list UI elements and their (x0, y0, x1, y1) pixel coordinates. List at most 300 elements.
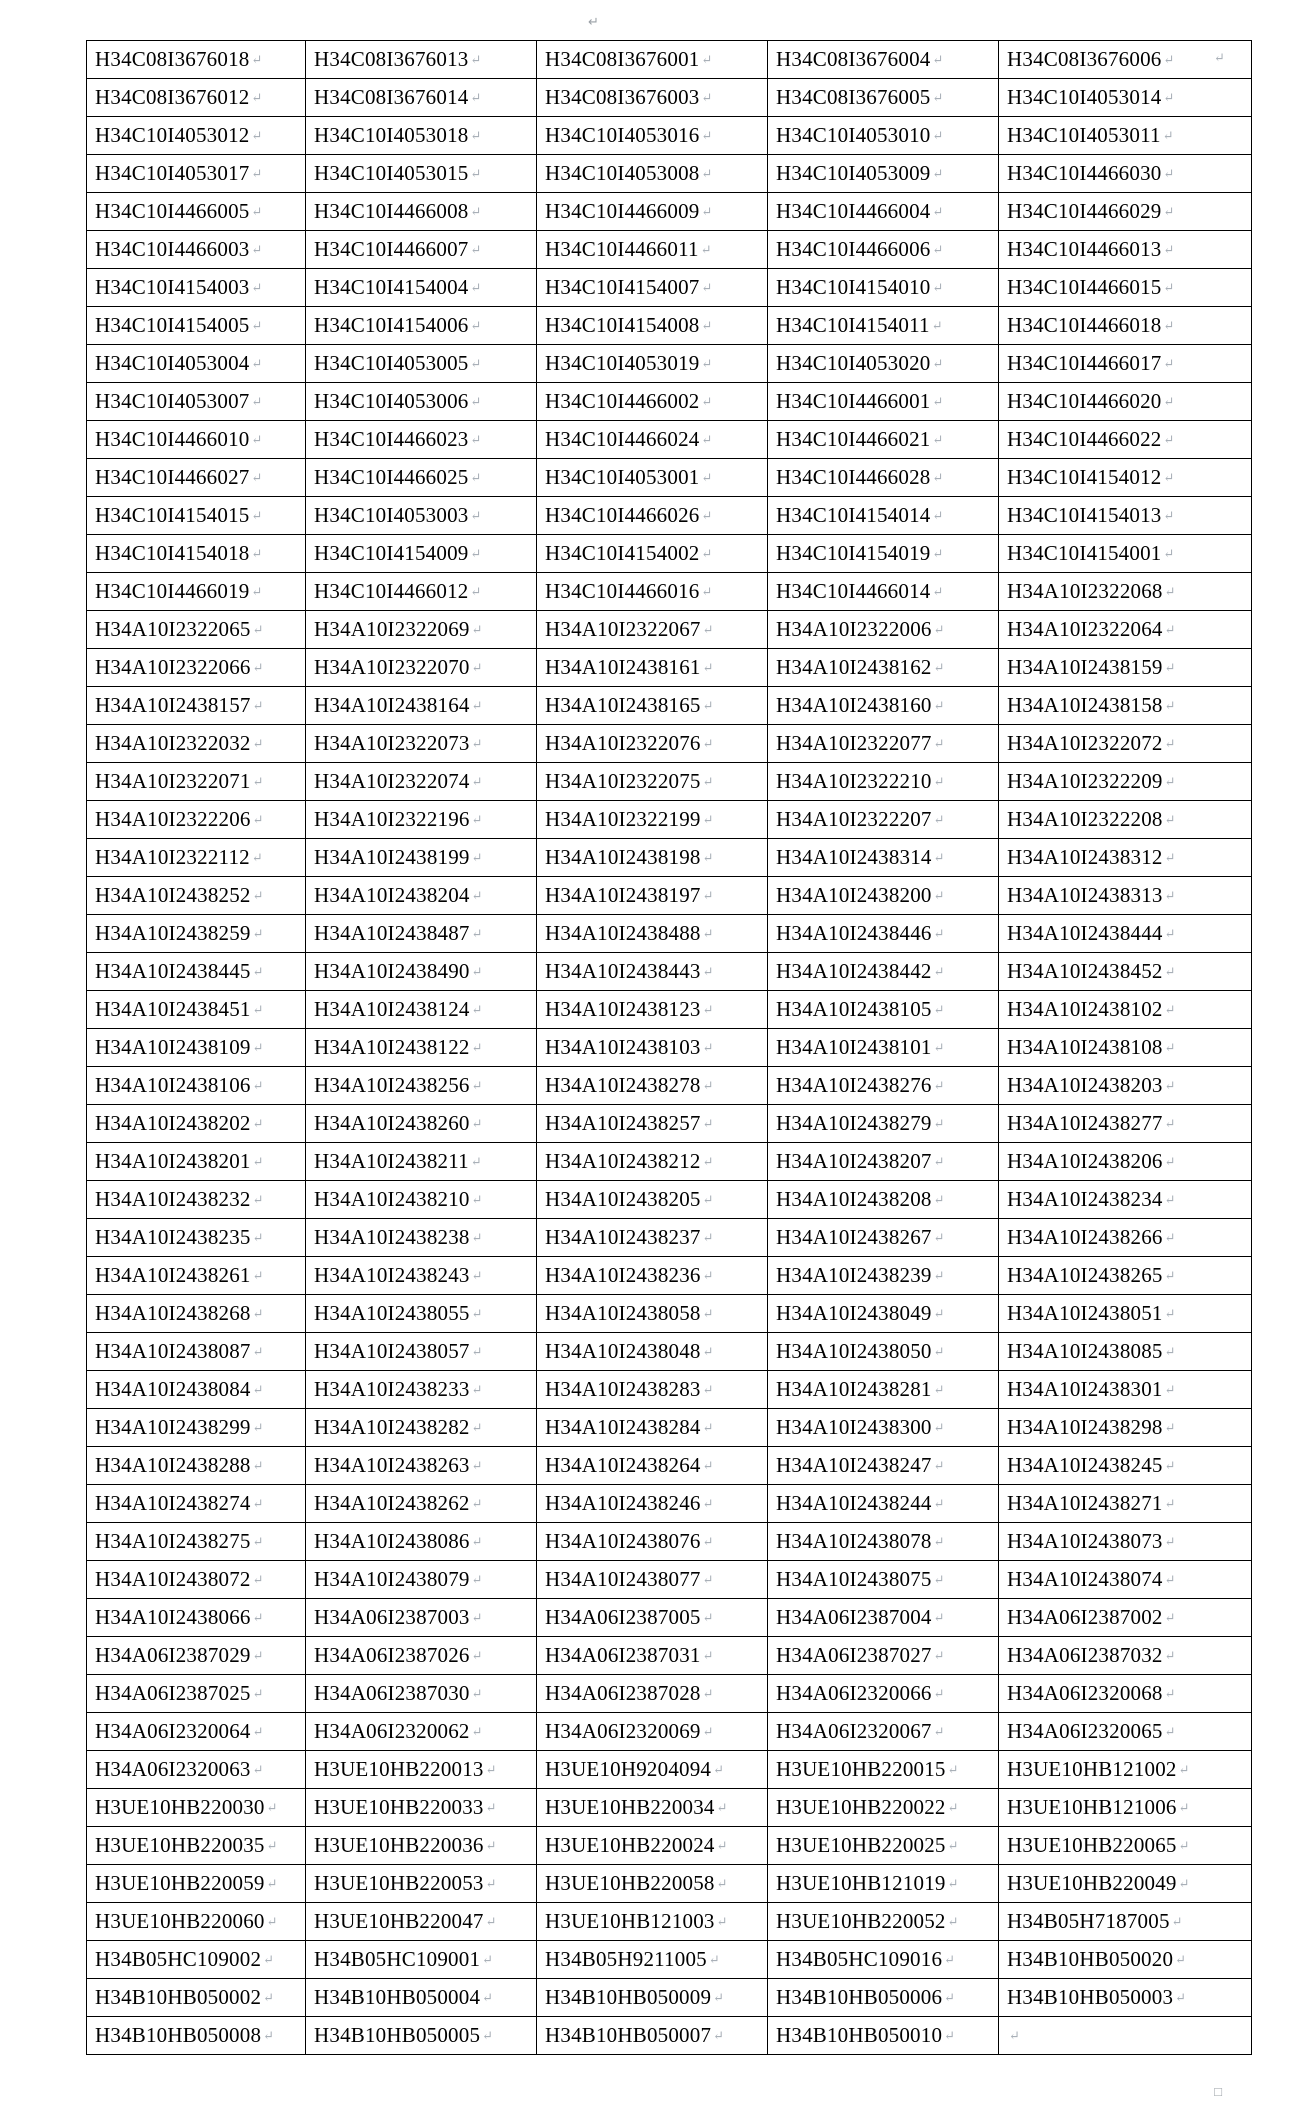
table-cell[interactable] (999, 383, 1252, 421)
table-cell[interactable] (768, 763, 999, 801)
table-cell[interactable] (87, 497, 306, 535)
table-cell[interactable] (306, 1029, 537, 1067)
table-cell[interactable] (87, 1333, 306, 1371)
table-cell[interactable] (768, 915, 999, 953)
table-cell[interactable] (87, 383, 306, 421)
table-cell[interactable] (306, 1903, 537, 1941)
cell-paragraph-mark: ↵ (702, 660, 714, 675)
table-cell[interactable] (999, 1751, 1252, 1789)
cell-paragraph-mark: ↵ (933, 1154, 945, 1169)
table-cell[interactable] (537, 1637, 768, 1675)
table-cell[interactable] (537, 1105, 768, 1143)
table-cell[interactable] (537, 1333, 768, 1371)
table-cell[interactable] (537, 345, 768, 383)
table-cell[interactable] (306, 915, 537, 953)
table-cell[interactable] (306, 421, 537, 459)
table-cell[interactable] (768, 611, 999, 649)
table-cell[interactable] (999, 535, 1252, 573)
table-cell[interactable] (306, 1485, 537, 1523)
table-cell[interactable] (999, 1865, 1252, 1903)
table-cell[interactable] (999, 953, 1252, 991)
table-cell[interactable] (768, 725, 999, 763)
table-cell[interactable] (87, 649, 306, 687)
table-cell[interactable] (537, 649, 768, 687)
table-cell[interactable] (768, 1409, 999, 1447)
table-cell[interactable] (537, 1523, 768, 1561)
table-cell[interactable] (87, 1675, 306, 1713)
table-cell[interactable] (87, 1257, 306, 1295)
table-cell[interactable] (537, 1485, 768, 1523)
table-cell[interactable] (87, 1751, 306, 1789)
table-cell[interactable] (537, 155, 768, 193)
table-cell[interactable] (537, 877, 768, 915)
cell-text: H34C10I4154002 (545, 541, 700, 565)
table-cell[interactable] (768, 1827, 999, 1865)
table-cell[interactable] (87, 535, 306, 573)
table-cell[interactable] (999, 1637, 1252, 1675)
table-cell[interactable] (768, 41, 999, 79)
table-cell[interactable] (999, 1903, 1252, 1941)
table-cell[interactable] (537, 915, 768, 953)
table-cell[interactable] (306, 1067, 537, 1105)
table-cell[interactable] (306, 41, 537, 79)
table-cell[interactable] (306, 2017, 537, 2055)
table-cell[interactable] (87, 801, 306, 839)
table-cell[interactable] (87, 1067, 306, 1105)
table-cell[interactable] (768, 687, 999, 725)
table-cell[interactable] (537, 1029, 768, 1067)
table-cell[interactable] (306, 991, 537, 1029)
table-cell[interactable] (306, 839, 537, 877)
table-cell[interactable] (768, 1941, 999, 1979)
table-cell[interactable] (768, 1561, 999, 1599)
table-cell[interactable] (87, 1295, 306, 1333)
table-cell[interactable] (999, 687, 1252, 725)
table-cell[interactable] (768, 535, 999, 573)
table-cell[interactable] (87, 41, 306, 79)
table-cell[interactable] (87, 763, 306, 801)
table-cell[interactable] (537, 1219, 768, 1257)
table-cell[interactable] (999, 1675, 1252, 1713)
table-cell[interactable] (768, 1447, 999, 1485)
table-cell[interactable] (768, 345, 999, 383)
table-cell[interactable] (768, 1637, 999, 1675)
table-cell[interactable] (306, 1447, 537, 1485)
cell-paragraph-mark: ↵ (252, 1002, 264, 1017)
table-cell[interactable] (306, 1789, 537, 1827)
table-cell[interactable] (768, 1979, 999, 2017)
cell-paragraph-mark: ↵ (1163, 280, 1175, 295)
table-cell[interactable] (306, 877, 537, 915)
table-cell[interactable] (306, 1333, 537, 1371)
table-cell[interactable] (306, 1371, 537, 1409)
table-cell[interactable] (999, 1333, 1252, 1371)
table-cell[interactable] (537, 725, 768, 763)
table-cell[interactable] (537, 1789, 768, 1827)
table-cell[interactable] (768, 1257, 999, 1295)
table-cell[interactable] (306, 1599, 537, 1637)
table-cell[interactable] (306, 1675, 537, 1713)
cell-paragraph-mark: ↵ (947, 1800, 959, 1815)
table-cell[interactable] (537, 231, 768, 269)
table-cell[interactable] (306, 1257, 537, 1295)
table-cell[interactable] (87, 1371, 306, 1409)
cell-text: H34A10I2438212 (545, 1149, 701, 1173)
table-cell[interactable] (999, 421, 1252, 459)
table-cell[interactable] (999, 269, 1252, 307)
table-cell[interactable] (768, 877, 999, 915)
table-cell[interactable] (306, 383, 537, 421)
table-cell[interactable] (768, 1371, 999, 1409)
cell-paragraph-mark: ↵ (701, 280, 713, 295)
table-cell[interactable] (87, 1447, 306, 1485)
cell-text: H34A10I2438164 (314, 693, 470, 717)
table-cell[interactable] (768, 573, 999, 611)
cell-paragraph-mark: ↵ (702, 1648, 714, 1663)
table-cell[interactable] (87, 611, 306, 649)
table-cell[interactable] (87, 1865, 306, 1903)
table-cell[interactable] (87, 2017, 306, 2055)
table-cell[interactable] (87, 1561, 306, 1599)
table-cell[interactable] (768, 649, 999, 687)
table-cell[interactable] (87, 79, 306, 117)
table-cell[interactable] (537, 307, 768, 345)
table-cell[interactable] (537, 687, 768, 725)
table-cell[interactable] (768, 1333, 999, 1371)
table-cell[interactable] (306, 1827, 537, 1865)
table-cell[interactable] (537, 535, 768, 573)
cell-paragraph-mark: ↵ (1163, 508, 1175, 523)
table-cell[interactable] (537, 1865, 768, 1903)
table-cell[interactable] (537, 117, 768, 155)
cell-paragraph-mark: ↵ (485, 1838, 497, 1853)
cell-paragraph-mark: ↵ (252, 1040, 264, 1055)
table-cell[interactable] (87, 991, 306, 1029)
table-cell[interactable] (87, 1599, 306, 1637)
table-cell[interactable] (768, 1865, 999, 1903)
table-cell[interactable] (537, 991, 768, 1029)
table-cell[interactable] (87, 1979, 306, 2017)
table-cell[interactable] (87, 1941, 306, 1979)
cell-text: H34A10I2322074 (314, 769, 470, 793)
table-cell[interactable] (999, 231, 1252, 269)
table-cell[interactable] (768, 1523, 999, 1561)
table-cell[interactable] (537, 1713, 768, 1751)
cell-paragraph-mark: ↵ (1163, 470, 1175, 485)
table-cell[interactable] (768, 155, 999, 193)
table-cell[interactable] (306, 1637, 537, 1675)
cell-text: H34A10I2438263 (314, 1453, 470, 1477)
table-cell[interactable] (768, 1599, 999, 1637)
table-cell[interactable] (87, 725, 306, 763)
table-cell[interactable] (999, 1979, 1252, 2017)
table-cell[interactable] (999, 1105, 1252, 1143)
table-cell[interactable] (87, 155, 306, 193)
table-cell[interactable] (999, 801, 1252, 839)
table-cell[interactable] (87, 117, 306, 155)
table-cell[interactable] (537, 1941, 768, 1979)
table-cell[interactable] (306, 1523, 537, 1561)
table-cell[interactable] (537, 1979, 768, 2017)
cell-paragraph-mark: ↵ (470, 394, 482, 409)
table-cell[interactable] (768, 1219, 999, 1257)
table-cell[interactable] (999, 1827, 1252, 1865)
table-cell[interactable] (306, 687, 537, 725)
table-cell[interactable] (999, 1523, 1252, 1561)
table-cell[interactable] (768, 231, 999, 269)
table-cell[interactable] (306, 459, 537, 497)
table-cell[interactable] (768, 79, 999, 117)
table-cell[interactable] (768, 269, 999, 307)
table-cell[interactable] (306, 1143, 537, 1181)
table-cell[interactable] (537, 953, 768, 991)
table-cell[interactable] (306, 1105, 537, 1143)
table-cell[interactable] (87, 1523, 306, 1561)
table-cell[interactable] (999, 1409, 1252, 1447)
table-cell[interactable] (87, 459, 306, 497)
table-cell[interactable] (87, 1485, 306, 1523)
table-cell[interactable] (306, 611, 537, 649)
table-cell[interactable] (306, 155, 537, 193)
table-cell[interactable] (999, 839, 1252, 877)
table-cell[interactable] (87, 1029, 306, 1067)
table-cell[interactable] (999, 1713, 1252, 1751)
table-cell[interactable] (999, 117, 1252, 155)
cell-text: H3UE10HB220065 (1007, 1833, 1177, 1857)
table-cell[interactable] (537, 497, 768, 535)
table-cell[interactable] (537, 839, 768, 877)
table-cell[interactable] (999, 1941, 1252, 1979)
table-cell[interactable] (306, 535, 537, 573)
table-cell[interactable] (999, 193, 1252, 231)
table-cell[interactable] (537, 801, 768, 839)
table-cell[interactable] (87, 877, 306, 915)
table-cell[interactable] (537, 1181, 768, 1219)
table-cell[interactable] (537, 1827, 768, 1865)
table-cell[interactable] (999, 915, 1252, 953)
table-cell[interactable] (537, 1257, 768, 1295)
table-cell[interactable] (999, 1029, 1252, 1067)
cell-paragraph-mark: ↵ (252, 1306, 264, 1321)
table-cell[interactable] (537, 1561, 768, 1599)
table-cell[interactable] (87, 1827, 306, 1865)
table-cell[interactable] (306, 1979, 537, 2017)
table-cell[interactable] (999, 573, 1252, 611)
table-cell[interactable] (87, 953, 306, 991)
table-cell[interactable] (999, 1257, 1252, 1295)
table-cell[interactable] (999, 1789, 1252, 1827)
table-cell[interactable] (537, 1599, 768, 1637)
cell-text: H34A10I2438201 (95, 1149, 251, 1173)
table-cell[interactable] (87, 307, 306, 345)
table-cell[interactable] (537, 1903, 768, 1941)
table-cell[interactable] (306, 231, 537, 269)
table-cell[interactable] (87, 1143, 306, 1181)
table-cell[interactable] (537, 1447, 768, 1485)
table-cell[interactable] (306, 953, 537, 991)
table-cell[interactable] (306, 193, 537, 231)
table-cell[interactable] (537, 1295, 768, 1333)
cell-text: H34C10I4466030 (1007, 161, 1162, 185)
table-cell[interactable] (306, 801, 537, 839)
table-cell[interactable] (306, 1561, 537, 1599)
table-cell[interactable] (537, 79, 768, 117)
table-cell[interactable] (999, 497, 1252, 535)
cell-paragraph-mark: ↵ (1164, 1116, 1176, 1131)
cell-text: H34A06I2320063 (95, 1757, 251, 1781)
table-cell[interactable] (306, 345, 537, 383)
table-cell[interactable] (768, 1067, 999, 1105)
table-cell[interactable] (537, 763, 768, 801)
table-cell[interactable] (87, 1181, 306, 1219)
table-cell[interactable] (537, 2017, 768, 2055)
cell-text: H34A10I2438208 (776, 1187, 932, 1211)
table-cell[interactable] (768, 1105, 999, 1143)
table-cell[interactable] (306, 1219, 537, 1257)
table-cell[interactable] (306, 1181, 537, 1219)
table-cell[interactable] (306, 497, 537, 535)
table-cell[interactable] (999, 155, 1252, 193)
table-cell[interactable] (999, 1561, 1252, 1599)
table-cell[interactable] (87, 1409, 306, 1447)
table-cell[interactable] (87, 269, 306, 307)
cell-paragraph-mark: ↵ (470, 166, 482, 181)
table-cell[interactable] (999, 307, 1252, 345)
table-cell[interactable] (768, 383, 999, 421)
table-cell[interactable] (999, 649, 1252, 687)
table-cell[interactable] (768, 497, 999, 535)
table-cell[interactable] (999, 1599, 1252, 1637)
table-cell[interactable] (999, 1219, 1252, 1257)
table-cell[interactable] (768, 1675, 999, 1713)
table-cell[interactable] (537, 383, 768, 421)
table-cell[interactable] (87, 573, 306, 611)
table-cell[interactable] (306, 307, 537, 345)
table-cell[interactable] (999, 877, 1252, 915)
table-cell[interactable] (768, 839, 999, 877)
table-cell[interactable] (768, 1789, 999, 1827)
cell-text: H3UE10HB220030 (95, 1795, 265, 1819)
table-cell[interactable] (768, 1903, 999, 1941)
table-cell[interactable] (537, 1143, 768, 1181)
table-cell[interactable] (87, 687, 306, 725)
cell-paragraph-mark: ↵ (933, 1496, 945, 1511)
table-cell[interactable] (537, 1675, 768, 1713)
table-cell[interactable] (306, 1751, 537, 1789)
table-cell[interactable] (87, 421, 306, 459)
table-cell[interactable] (306, 1409, 537, 1447)
table-cell[interactable] (768, 1751, 999, 1789)
table-cell[interactable] (306, 725, 537, 763)
table-cell[interactable] (87, 1789, 306, 1827)
table-cell[interactable] (768, 307, 999, 345)
table-cell[interactable] (537, 41, 768, 79)
table-cell[interactable] (999, 991, 1252, 1029)
table-cell[interactable] (306, 649, 537, 687)
table-cell[interactable] (537, 1067, 768, 1105)
table-cell[interactable] (306, 763, 537, 801)
table-cell[interactable] (768, 801, 999, 839)
table-cell[interactable] (768, 953, 999, 991)
table-cell[interactable] (87, 345, 306, 383)
table-cell[interactable] (768, 1143, 999, 1181)
table-cell[interactable] (768, 1295, 999, 1333)
table-cell[interactable] (537, 573, 768, 611)
table-cell[interactable] (768, 1181, 999, 1219)
table-cell[interactable] (999, 725, 1252, 763)
table-cell[interactable] (87, 231, 306, 269)
table-cell[interactable] (306, 573, 537, 611)
table-cell[interactable] (87, 1219, 306, 1257)
table-cell[interactable] (999, 1371, 1252, 1409)
table-cell[interactable] (306, 79, 537, 117)
table-cell[interactable] (306, 1865, 537, 1903)
table-cell[interactable] (87, 193, 306, 231)
table-cell[interactable] (768, 2017, 999, 2055)
cell-text: H34A10I2438300 (776, 1415, 932, 1439)
table-cell[interactable] (306, 1295, 537, 1333)
table-cell[interactable] (999, 1295, 1252, 1333)
table-cell[interactable] (999, 1067, 1252, 1105)
table-cell[interactable] (537, 1409, 768, 1447)
table-cell[interactable] (999, 2017, 1252, 2055)
table-cell[interactable] (87, 1713, 306, 1751)
table-cell[interactable] (999, 459, 1252, 497)
cell-text: H34C10I4154004 (314, 275, 469, 299)
table-cell[interactable] (87, 1637, 306, 1675)
table-cell[interactable] (768, 1029, 999, 1067)
table-cell[interactable] (537, 611, 768, 649)
table-cell[interactable] (306, 1941, 537, 1979)
table-cell[interactable] (537, 1371, 768, 1409)
cell-text: H34A10I2438282 (314, 1415, 470, 1439)
table-cell[interactable] (999, 79, 1252, 117)
table-cell[interactable] (999, 1181, 1252, 1219)
table-cell[interactable] (87, 839, 306, 877)
table-cell[interactable] (87, 915, 306, 953)
table-cell[interactable] (999, 1485, 1252, 1523)
table-cell[interactable] (999, 345, 1252, 383)
cell-paragraph-mark: ↵ (1164, 774, 1176, 789)
table-row (87, 763, 1252, 801)
table-cell[interactable] (768, 1713, 999, 1751)
cell-paragraph-mark: ↵ (932, 470, 944, 485)
cell-text: H34A10I2438234 (1007, 1187, 1163, 1211)
table-cell[interactable] (306, 117, 537, 155)
table-cell[interactable] (537, 1751, 768, 1789)
table-cell[interactable] (768, 459, 999, 497)
table-cell[interactable] (999, 611, 1252, 649)
table-cell[interactable] (768, 193, 999, 231)
table-cell[interactable] (999, 1447, 1252, 1485)
table-cell[interactable] (999, 1143, 1252, 1181)
table-cell[interactable] (537, 269, 768, 307)
table-cell[interactable] (768, 991, 999, 1029)
table-cell[interactable] (537, 421, 768, 459)
table-cell[interactable] (306, 1713, 537, 1751)
table-cell[interactable] (87, 1903, 306, 1941)
table-cell[interactable] (768, 421, 999, 459)
table-cell[interactable] (537, 459, 768, 497)
cell-paragraph-mark: ↵ (252, 1534, 264, 1549)
table-cell[interactable] (999, 763, 1252, 801)
table-cell[interactable] (306, 269, 537, 307)
table-cell[interactable] (87, 1105, 306, 1143)
table-cell[interactable] (768, 117, 999, 155)
table-cell[interactable] (537, 193, 768, 231)
table-cell[interactable] (768, 1485, 999, 1523)
cell-text: H34B10HB050003 (1007, 1985, 1174, 2009)
